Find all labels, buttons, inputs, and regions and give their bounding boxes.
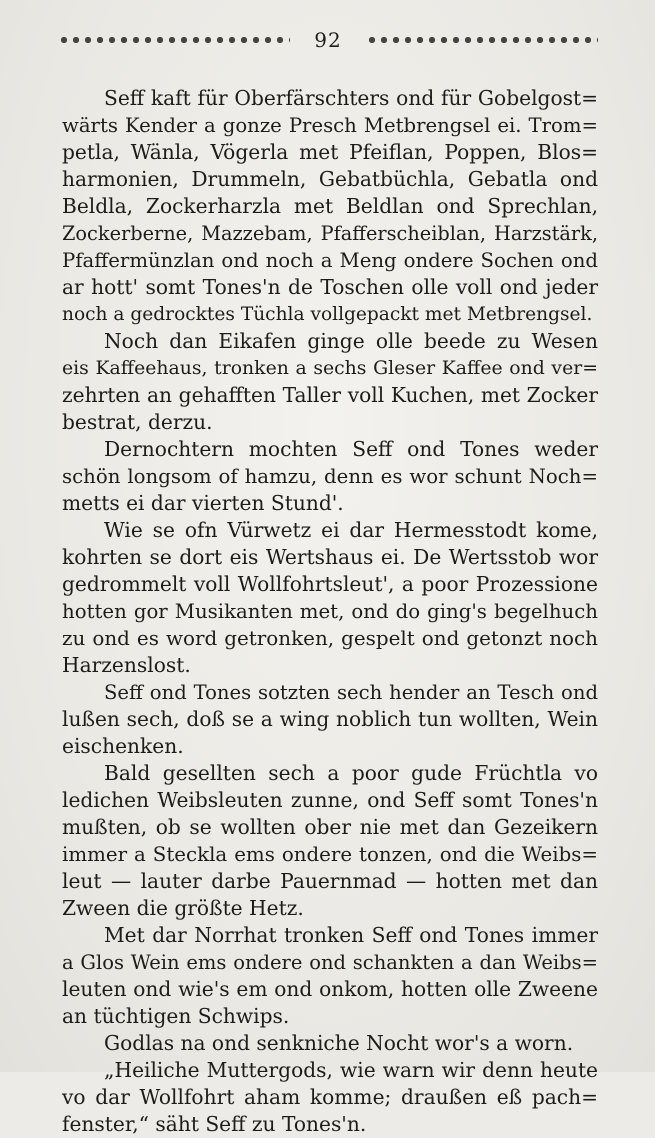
text-line: metts ei dar vierten Stund'. — [62, 491, 344, 515]
text-line: gedrommelt voll Wollfohrtsleut', a poor Prozessione — [62, 572, 598, 596]
right-ornament — [366, 33, 598, 47]
text-line: harmonien, Drummeln, Gebatbüchla, Gebatla ond — [62, 167, 598, 191]
text-line: eischenken. — [62, 734, 184, 758]
text-line: noch a gedrocktes Tüchla vollgepackt met Metbrengsel. — [62, 304, 593, 325]
text-line: vo dar Wollfohrt aham komme; draußen eß pach= — [62, 1085, 598, 1109]
text-line: ar hott' somt Tones'n de Toschen olle voll ond jeder — [62, 275, 598, 299]
text-line: schön longsom of hamzu, denn es wor schunt Noch= — [62, 465, 598, 488]
text-line: wärts Kender a gonze Presch Metbrengsel ei. Trom= — [62, 114, 598, 137]
text-line: bestrat, derzu. — [62, 410, 213, 434]
text-line: leuten ond wie's em ond onkom, hotten olle Zweene — [62, 977, 598, 1001]
text-line: Wie se ofn Vürwetz ei dar Hermesstodt kome, — [104, 518, 598, 542]
text-line: Godlas na ond senkniche Nocht wor's a worn. — [104, 1031, 574, 1055]
text-line: Beldla, Zockerharzla met Beldlan ond Sprechlan, — [62, 194, 598, 218]
body-text — [62, 85, 598, 1138]
text-line: a Glos Wein ems ondere ond schankten a dan Weibs= — [62, 951, 598, 974]
text-line: Zockerberne, Mazzebam, Pfafferscheiblan, Harzstärk, — [62, 222, 598, 245]
left-ornament — [58, 33, 290, 47]
page-number: 92 — [314, 28, 342, 52]
text-line: Dernochtern mochten Seff ond Tones weder — [104, 437, 598, 461]
text-line: hotten gor Musikanten met, ond do ging's begelhuch — [62, 600, 598, 623]
text-line: Seff kaft für Oberfärschters ond für Gobelgost= — [104, 86, 598, 110]
text-line: Pfaffermünzlan ond noch a Meng ondere Sochen ond — [62, 249, 598, 272]
text-line: fenster,“ säht Seff zu Tones'n. — [62, 1112, 367, 1136]
text-line: Zween die größte Hetz. — [62, 896, 304, 920]
text-line: „Heiliche Muttergods, wie warn wir denn heute — [104, 1058, 598, 1082]
text-line: petla, Wänla, Vögerla met Pfeiflan, Poppen, Blos= — [62, 140, 598, 164]
text-line: Seff ond Tones sotzten sech hender an Tesch ond — [104, 681, 598, 704]
page-header — [58, 26, 598, 54]
text-line: Noch dan Eikafen ginge olle beede zu Wesen — [104, 329, 598, 353]
text-line: eis Kaffeehaus, tronken a sechs Gleser Kaffee ond ver= — [62, 358, 598, 379]
text-line: mußten, ob se wollten ober nie met dan Gezeikern — [62, 815, 598, 839]
text-line: leut — lauter darbe Pauernmad — hotten met dan — [62, 869, 598, 893]
text-line: kohrten se dort eis Wertshaus ei. De Wertsstob wor — [62, 545, 598, 569]
text-line: zehrten an gehafften Taller voll Kuchen, met Zocker — [62, 383, 598, 407]
text-line: ledichen Weibsleuten zunne, ond Seff somt Tones'n — [62, 788, 598, 812]
text-line: an tüchtigen Schwips. — [62, 1004, 290, 1028]
text-line: Harzenslost. — [62, 653, 191, 677]
text-line: zu ond es word getronken, gespelt ond getonzt noch — [62, 627, 598, 650]
text-line: immer a Steckla ems ondere tonzen, ond die Weibs= — [62, 843, 598, 866]
text-line: Met dar Norrhat tronken Seff ond Tones immer — [104, 923, 598, 947]
text-line: Bald gesellten sech a poor gude Früchtla vo — [104, 761, 598, 785]
text-line: lußen sech, doß se a wing noblich tun wollten, Wein — [62, 707, 598, 731]
